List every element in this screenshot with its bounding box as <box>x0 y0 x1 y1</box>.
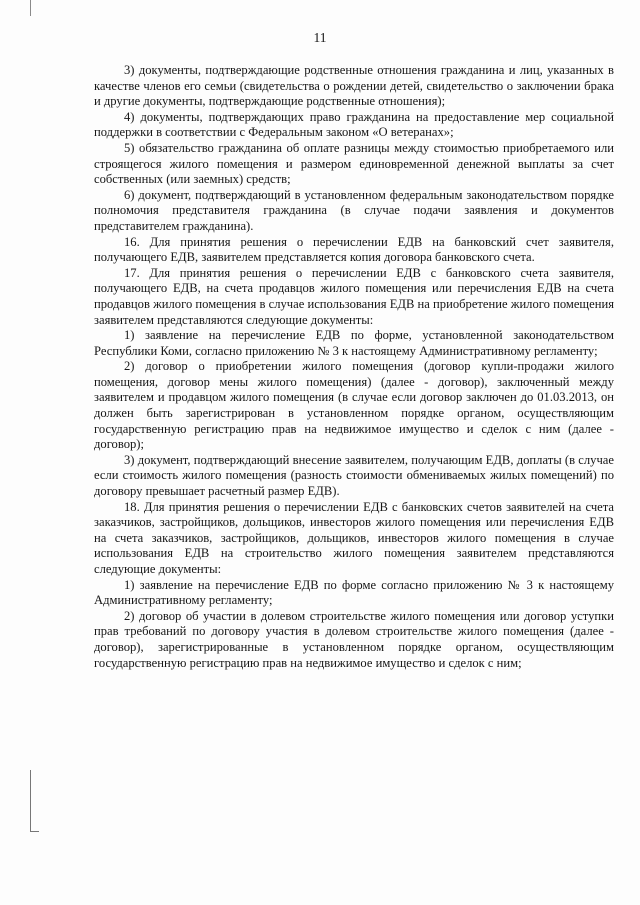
paragraph: 16. Для принятия решения о перечислении ЕДВ на банковский счет заявителя, получающего ЕДВ, заявителем представляется копия договора банковского счета. <box>94 234 614 265</box>
scan-edge-mark <box>30 0 31 16</box>
document-body <box>94 63 614 671</box>
paragraph: 5) обязательство гражданина об оплате разницы между стоимостью приобретаемого или строящегося жилого помещения и размером единовременной денежной выплаты за счет собственных (или заемных) средств; <box>94 140 614 187</box>
scan-edge-mark <box>30 770 31 832</box>
paragraph: 4) документы, подтверждающих право гражданина на предоставление мер социальной поддержки в соответствии с Федеральным законом «О ветеранах»; <box>94 109 614 140</box>
paragraph: 3) документы, подтверждающие родственные отношения гражданина и лиц, указанных в качестве членов его семьи (свидетельства о рождении детей, свидетельство о заключении брака и другие документы, подтверждающие родственные отношения); <box>94 63 614 109</box>
paragraph: 18. Для принятия решения о перечислении ЕДВ с банковских счетов заявителей на счета заказчиков, застройщиков, дольщиков, инвесторов жилого помещения или перечисления ЕДВ на счета заказчиков, застройщиков, дольщиков, инвесторов жилого помещения в случае использования ЕДВ на строительство жилого помещения заявителем представляются следующие документы: <box>94 499 614 576</box>
paragraph: 6) документ, подтверждающий в установленном федеральным законодательством порядке полномочия представителя гражданина (в случае подачи заявления и документов представителем гражданина). <box>94 187 614 233</box>
scan-edge-mark <box>30 831 39 832</box>
paragraph: 17. Для принятия решения о перечислении ЕДВ с банковского счета заявителя, получающего ЕДВ, на счета продавцов жилого помещения или перечисления ЕДВ на счета продавцов жилого помещения в случае использования ЕДВ на приобретение жилого помещения заявителем представляются следующие документы: <box>94 265 614 327</box>
page-number: 11 <box>313 30 327 45</box>
paragraph: 1) заявление на перечисление ЕДВ по форме согласно приложению № 3 к настоящему Административному регламенту; <box>94 577 614 608</box>
paragraph: 2) договор об участии в долевом строительстве жилого помещения или договор уступки прав требований по договору участия в долевом строительстве жилого помещения (далее - договор), зарегистрированные в установленном порядке органом, осуществляющим государственную регистрацию прав на недвижимое имущество и сделок с ним; <box>94 608 614 670</box>
paragraph: 2) договор о приобретении жилого помещения (договор купли-продажи жилого помещения, договор мены жилого помещения) (далее - договор), заключенный между заявителем и продавцом жилого помещения (в случае если договор заключен до 01.03.2013, он должен быть зарегистрирован в установленном порядке органом, осуществляющим государственную регистрацию прав на недвижимое имущество и сделок с ним (далее - договор); <box>94 359 614 452</box>
paragraph: 1) заявление на перечисление ЕДВ по форме, установленной законодательством Республики Коми, согласно приложению № 3 к настоящему Административному регламенту; <box>94 328 614 358</box>
paragraph: 3) документ, подтверждающий внесение заявителем, получающим ЕДВ, доплаты (в случае если стоимость жилого помещения (разность стоимости обмениваемых жилых помещений) по договору превышает расчетный размер ЕДВ). <box>94 452 614 499</box>
